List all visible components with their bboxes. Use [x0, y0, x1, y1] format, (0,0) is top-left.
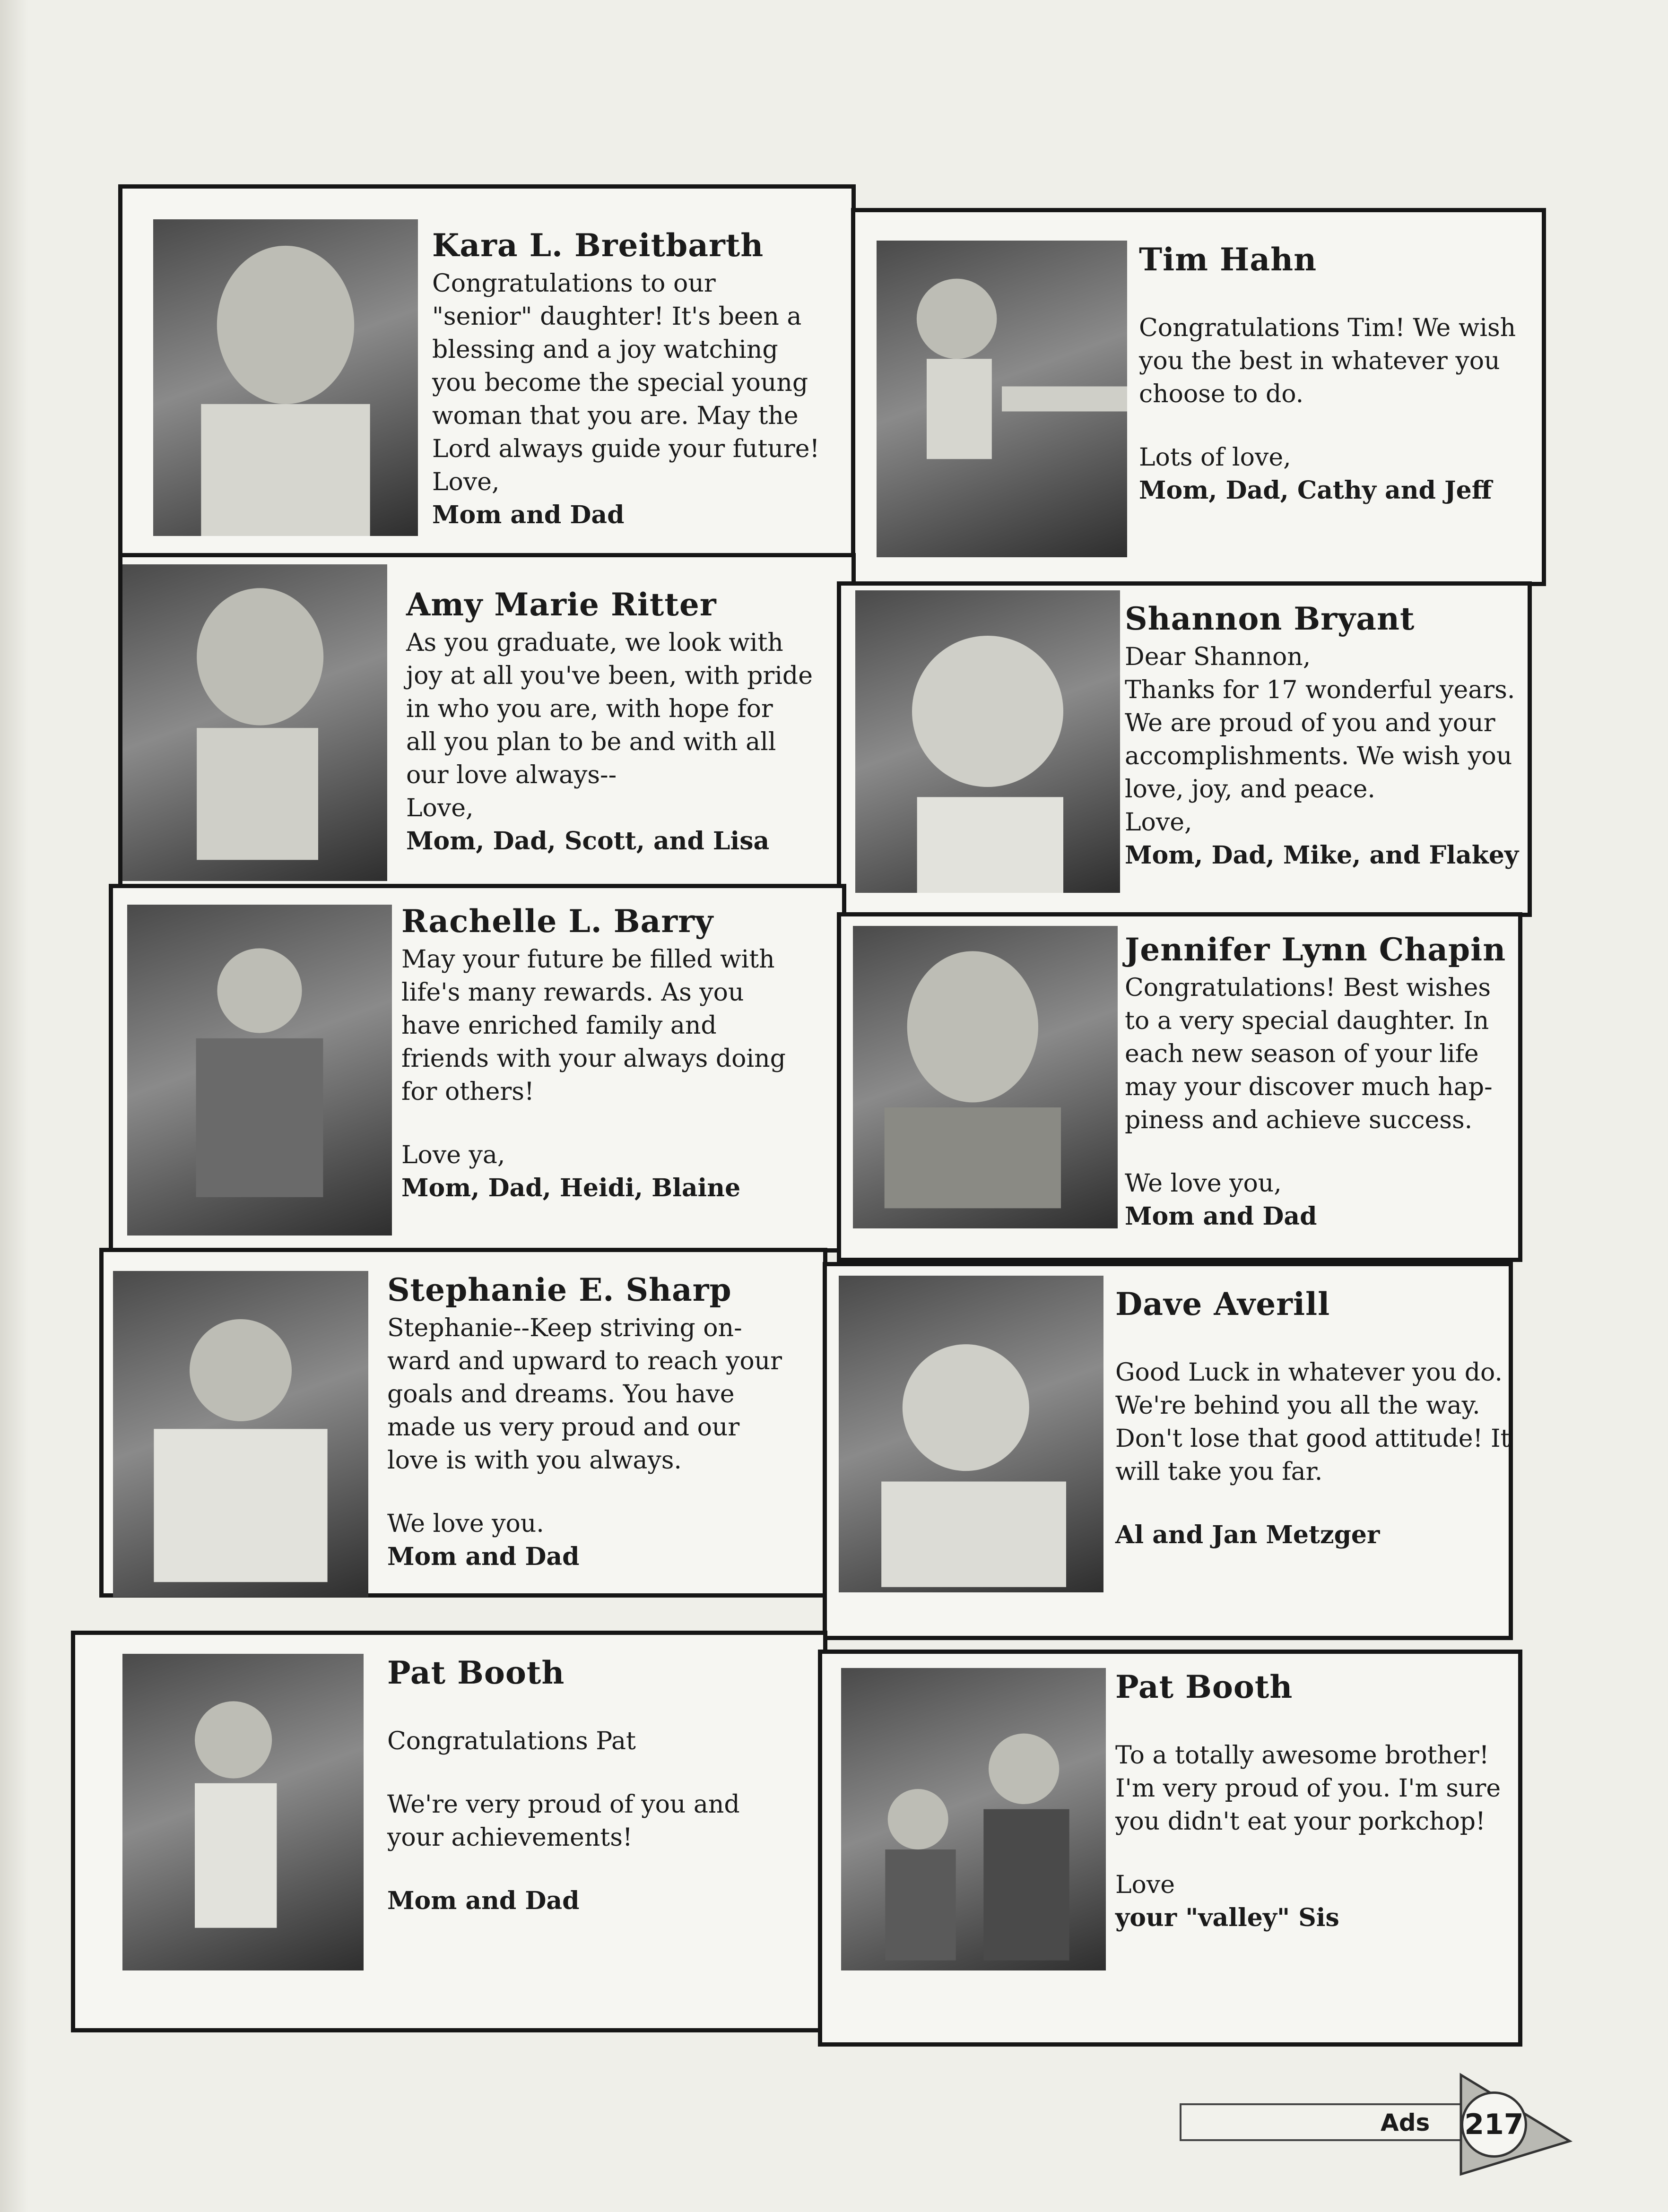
ad-name: Amy Marie Ritter — [406, 586, 717, 623]
ad-name: Rachelle L. Barry — [401, 903, 714, 940]
ad-name: Kara L. Breitbarth — [432, 227, 764, 264]
ad-box: Rachelle L. Barry May your future be filled with life's many rewards. As you have enriched family and friends with your always doing for others! Love ya, Mom, Dad, Heidi, Blaine — [109, 884, 846, 1253]
ad-box: Jennifer Lynn Chapin Congratulations! Best wishes to a very special daughter. In each new season of your life may your discover much hap- piness and achieve success. We love you, Mom and Dad — [837, 912, 1522, 1262]
ads-grid — [71, 184, 1546, 2056]
ad-name: Tim Hahn — [1139, 241, 1317, 278]
ad-name: Dave Averill — [1115, 1286, 1330, 1322]
page-spine-shadow — [0, 0, 28, 2212]
child-photo — [113, 1271, 368, 1597]
ad-name: Jennifer Lynn Chapin — [1125, 931, 1506, 968]
ad-signature: Mom, Dad, Scott, and Lisa — [406, 827, 770, 855]
ad-signature: your "valley" Sis — [1115, 1903, 1339, 1932]
page-number: 217 — [1461, 2091, 1527, 2158]
ad-box: Stephanie E. Sharp Stephanie--Keep striving on- ward and upward to reach your goals and dreams. You have made us very proud and our love is with you always. We love you. Mom and Dad — [99, 1248, 827, 1598]
child-photo — [841, 1668, 1106, 1970]
ad-name: Pat Booth — [387, 1654, 565, 1691]
child-photo — [122, 564, 387, 881]
child-photo — [855, 590, 1120, 893]
ad-signature: Mom, Dad, Heidi, Blaine — [401, 1174, 741, 1202]
ad-signature: Mom and Dad — [387, 1886, 580, 1915]
child-photo — [122, 1654, 364, 1970]
child-photo — [127, 905, 392, 1236]
ad-signature: Mom, Dad, Mike, and Flakey — [1125, 841, 1519, 870]
ad-name: Stephanie E. Sharp — [387, 1271, 732, 1308]
child-photo — [853, 926, 1118, 1228]
ad-name: Shannon Bryant — [1125, 600, 1415, 637]
ad-box: Kara L. Breitbarth Congratulations to our "senior" daughter! It's been a blessing and a joy watching you become the special young woman that you are. May the Lord always guide your future! Love, Mom and Dad — [118, 184, 856, 558]
ad-box: Tim Hahn Congratulations Tim! We wish you the best in whatever you choose to do. Lots of love, Mom, Dad, Cathy and Jeff — [851, 208, 1546, 586]
child-photo — [877, 241, 1127, 557]
ad-signature: Mom and Dad — [1125, 1202, 1317, 1231]
child-photo — [839, 1276, 1103, 1592]
ad-signature: Mom and Dad — [432, 501, 625, 529]
ad-name: Pat Booth — [1115, 1668, 1293, 1705]
ad-box: Pat Booth Congratulations Pat We're very proud of you and your achievements! Mom and Dad — [71, 1631, 827, 2032]
ad-box: Pat Booth To a totally awesome brother! I'm very proud of you. I'm sure you didn't eat your porkchop! Love your "valley" Sis — [818, 1650, 1522, 2047]
ad-box: Shannon Bryant Dear Shannon, Thanks for 17 wonderful years. We are proud of you and your accomplishments. We wish you love, joy, and peace. Love, Mom, Dad, Mike, and Flakey — [837, 581, 1532, 917]
section-label: Ads — [1381, 2109, 1430, 2136]
ad-box: Amy Marie Ritter As you graduate, we look with joy at all you've been, with pride in who you are, with hope for all you plan to be and with all our love always-- Love, Mom, Dad, Scott, and Lisa — [118, 553, 856, 889]
ad-signature: Al and Jan Metzger — [1115, 1521, 1380, 1549]
ad-box: Dave Averill Good Luck in whatever you do. We're behind you all the way. Don't lose that good attitude! It will take you far. Al and Jan Metzger — [823, 1262, 1513, 1640]
child-photo — [153, 219, 418, 536]
ad-signature: Mom, Dad, Cathy and Jeff — [1139, 476, 1492, 505]
ad-signature: Mom and Dad — [387, 1542, 580, 1571]
